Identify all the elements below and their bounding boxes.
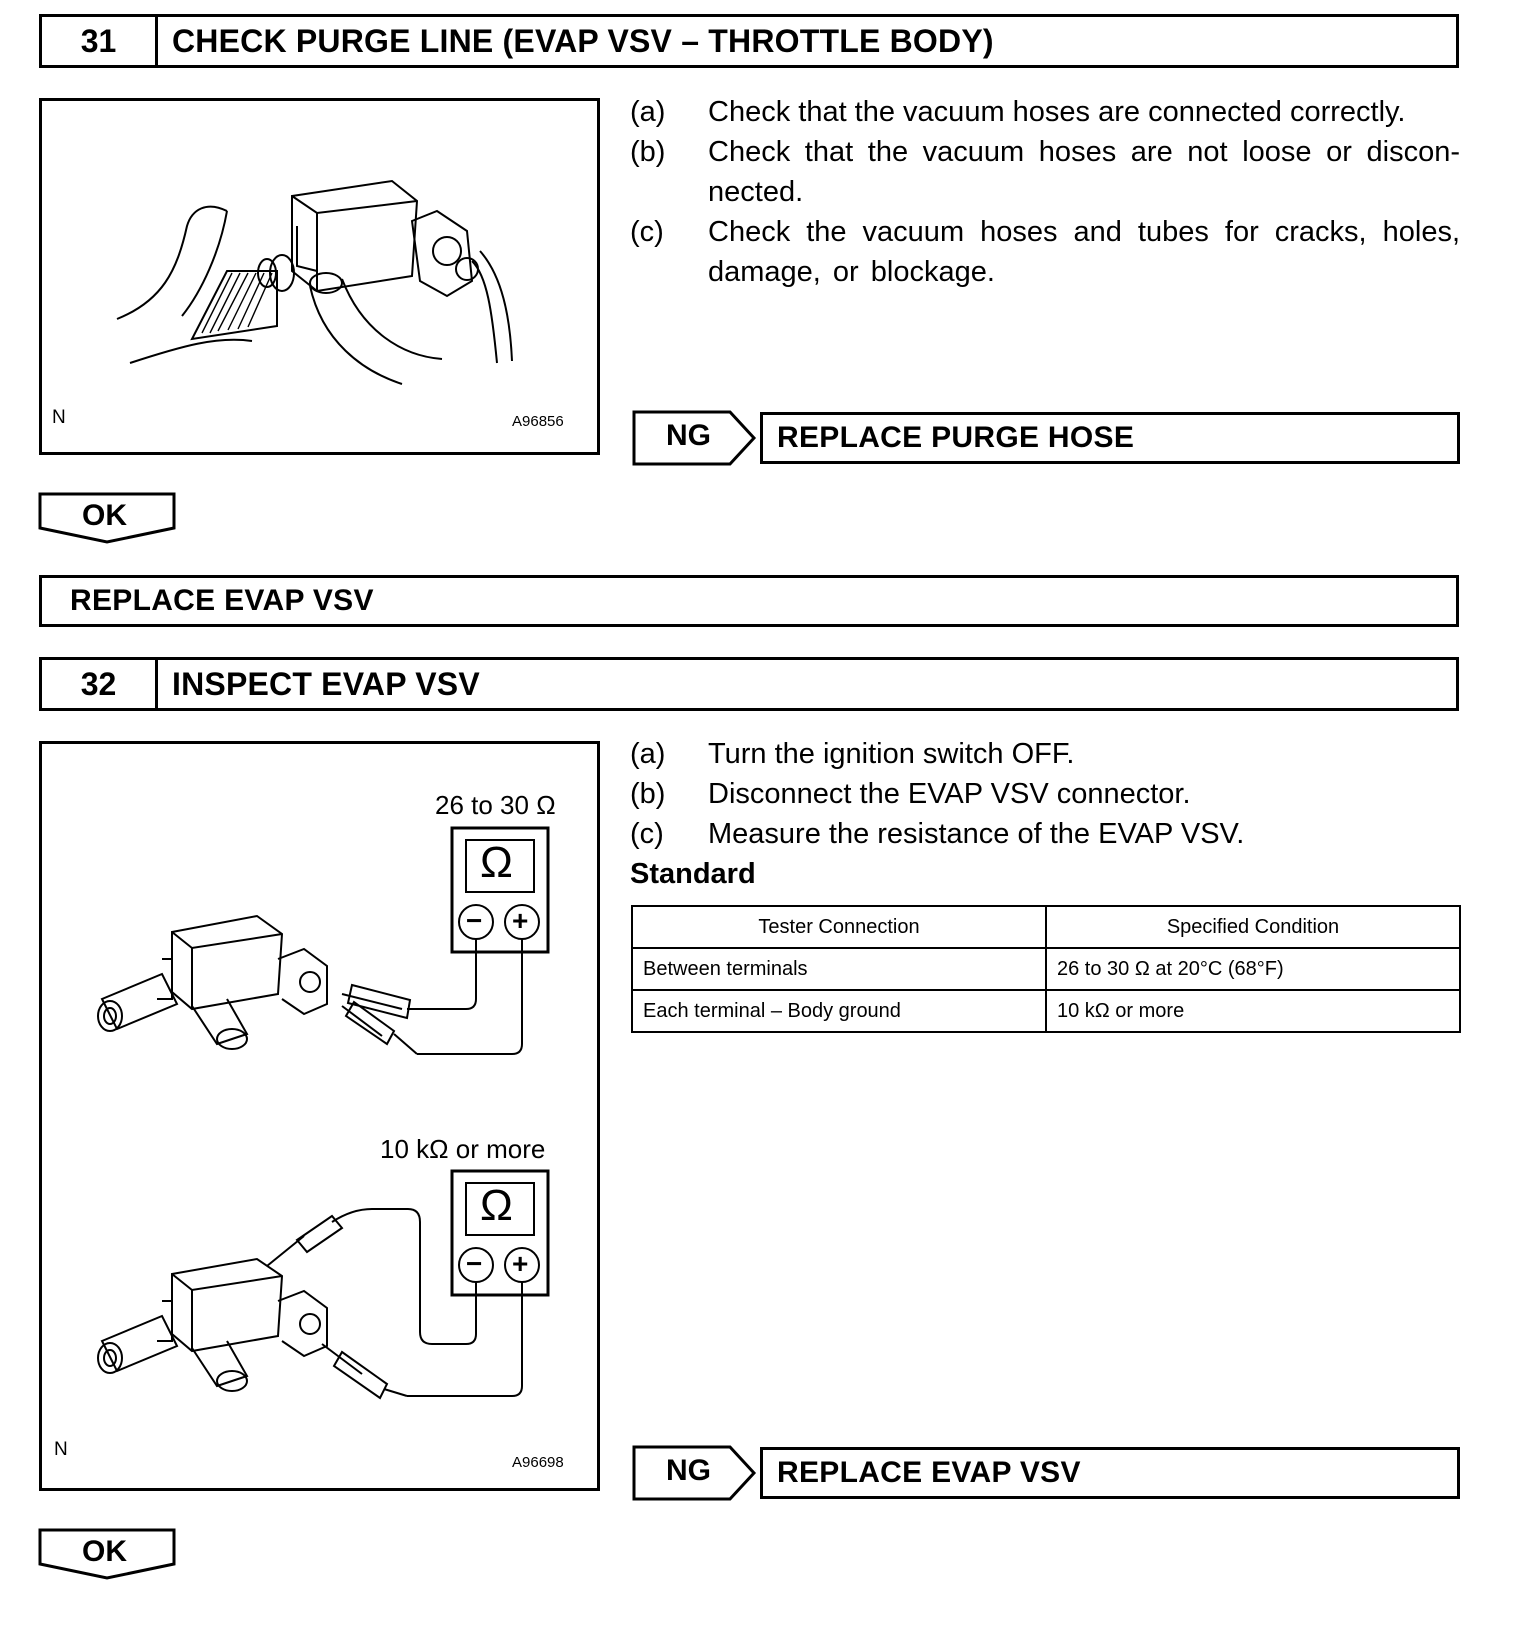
- column-header: Specified Condition: [1046, 906, 1460, 948]
- step-32-instructions: [630, 734, 1460, 894]
- ok-label: OK: [82, 499, 127, 532]
- instruction-text: Check the vacuum hoses and tubes for cracks, holes, damage, or blockage.: [708, 216, 1460, 288]
- instruction-letter: (c): [630, 818, 664, 850]
- figure-code: A96698: [512, 1454, 564, 1471]
- standard-label: Standard: [630, 858, 756, 890]
- ok-result-replace-evap-vsv: REPLACE EVAP VSV: [39, 575, 1459, 627]
- resistance-spec-table: [631, 905, 1461, 1033]
- table-cell: 10 kΩ or more: [1046, 990, 1460, 1032]
- instruction-text: Disconnect the EVAP VSV connector.: [708, 778, 1191, 810]
- ng-label: NG: [666, 1454, 711, 1487]
- column-header: Tester Connection: [632, 906, 1046, 948]
- vsv-ohmmeter-drawing: [42, 744, 597, 1488]
- step-number: 32: [42, 660, 158, 708]
- figure-code: A96856: [512, 413, 564, 430]
- vsv-resistance-illustration: [39, 741, 600, 1491]
- instruction-text: Measure the resistance of the EVAP VSV.: [708, 818, 1245, 850]
- step-title: INSPECT EVAP VSV: [172, 665, 480, 702]
- ohm-symbol: Ω: [480, 1181, 513, 1230]
- instruction-item: [630, 774, 1460, 814]
- instruction-letter: (a): [630, 96, 666, 128]
- table-row: [632, 948, 1460, 990]
- step-number: 31: [42, 17, 158, 65]
- plus-terminal-symbol: +: [512, 1248, 529, 1279]
- table-row: [632, 990, 1460, 1032]
- instruction-item: [630, 212, 1460, 292]
- step-31-instructions: [630, 92, 1460, 292]
- step-32-header: [39, 657, 1459, 711]
- instruction-text: Check that the vacuum hoses are not loose or discon-nected.: [708, 136, 1460, 208]
- table-cell: Each terminal – Body ground: [632, 990, 1046, 1032]
- ng-result-replace-purge-hose: REPLACE PURGE HOSE: [760, 412, 1460, 464]
- instruction-text: Check that the vacuum hoses are connected correctly.: [708, 96, 1406, 128]
- table-header-row: [632, 906, 1460, 948]
- instruction-item: [630, 132, 1460, 212]
- instruction-text: Turn the ignition switch OFF.: [708, 738, 1075, 770]
- instruction-letter: (a): [630, 738, 666, 770]
- purge-hose-drawing: [42, 101, 597, 452]
- ohm-symbol: Ω: [480, 838, 513, 887]
- instruction-letter: (b): [630, 778, 666, 810]
- ng-result-replace-evap-vsv: REPLACE EVAP VSV: [760, 1447, 1460, 1499]
- plus-terminal-symbol: +: [512, 905, 529, 936]
- ok-label: OK: [82, 1535, 127, 1568]
- figure-corner-mark: N: [52, 407, 66, 428]
- instruction-letter: (c): [630, 216, 664, 248]
- instruction-item: [630, 814, 1460, 854]
- purge-hose-illustration: [39, 98, 600, 455]
- instruction-item: [630, 92, 1460, 132]
- instruction-letter: (b): [630, 136, 666, 168]
- instruction-item: [630, 734, 1460, 774]
- ng-label: NG: [666, 419, 711, 452]
- minus-terminal-symbol: −: [466, 905, 483, 936]
- minus-terminal-symbol: −: [466, 1248, 483, 1279]
- table-cell: 26 to 30 Ω at 20°C (68°F): [1046, 948, 1460, 990]
- figure-corner-mark: N: [54, 1439, 68, 1460]
- bottom-resistance-label: 10 kΩ or more: [380, 1134, 546, 1164]
- top-resistance-label: 26 to 30 Ω: [435, 790, 556, 820]
- table-cell: Between terminals: [632, 948, 1046, 990]
- step-31-header: [39, 14, 1459, 68]
- step-title: CHECK PURGE LINE (EVAP VSV – THROTTLE BODY): [172, 22, 994, 59]
